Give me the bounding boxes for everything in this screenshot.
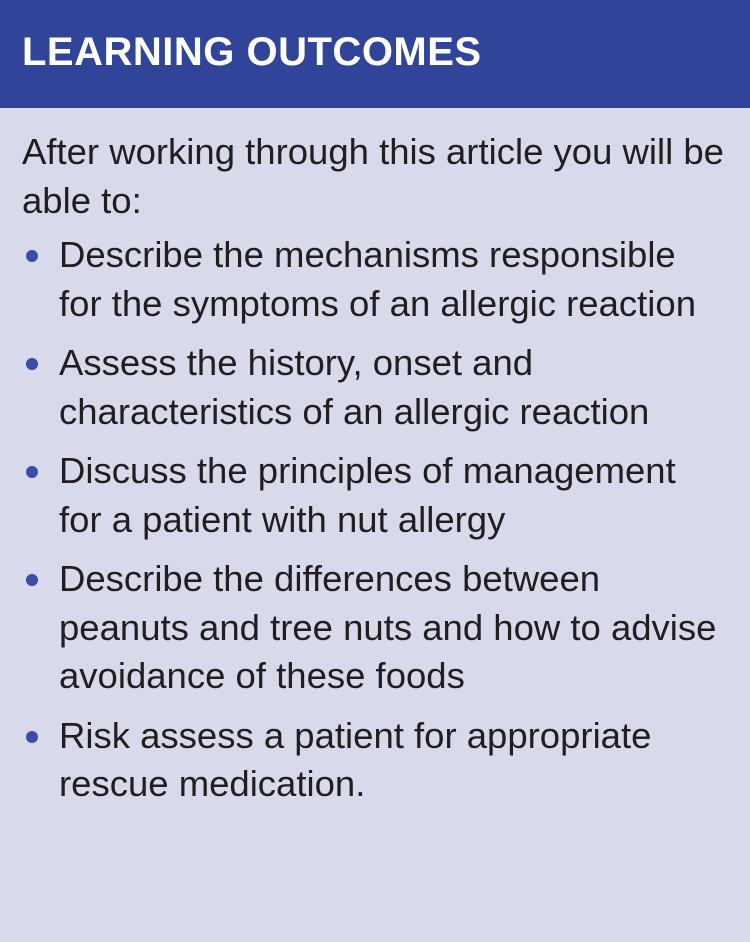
outcomes-list bbox=[22, 231, 728, 809]
intro-text: After working through this article you will be able to: bbox=[22, 131, 724, 221]
outcome-item bbox=[22, 339, 728, 436]
bullet-icon bbox=[26, 731, 38, 743]
bullet-icon bbox=[26, 466, 38, 478]
outcome-item bbox=[22, 712, 728, 809]
bullet-icon bbox=[26, 358, 38, 370]
content-area bbox=[0, 108, 750, 809]
outcome-text: Risk assess a patient for appropriate rescue medication. bbox=[59, 714, 652, 804]
outcome-item bbox=[22, 447, 728, 544]
outcome-item bbox=[22, 555, 728, 701]
outcome-text: Discuss the principles of management for a patient with nut allergy bbox=[59, 450, 676, 540]
outcome-text: Assess the history, onset and characteristics of an allergic reaction bbox=[59, 342, 650, 432]
outcome-text: Describe the mechanisms responsible for the symptoms of an allergic reaction bbox=[59, 234, 697, 324]
outcome-item bbox=[22, 231, 728, 328]
outcome-text: Describe the differences between peanuts and tree nuts and how to advise avoidance of these foods bbox=[59, 558, 717, 696]
bullet-icon bbox=[26, 574, 38, 586]
header-title: LEARNING OUTCOMES bbox=[22, 30, 482, 74]
header-bar bbox=[0, 0, 750, 108]
bullet-icon bbox=[26, 250, 38, 262]
